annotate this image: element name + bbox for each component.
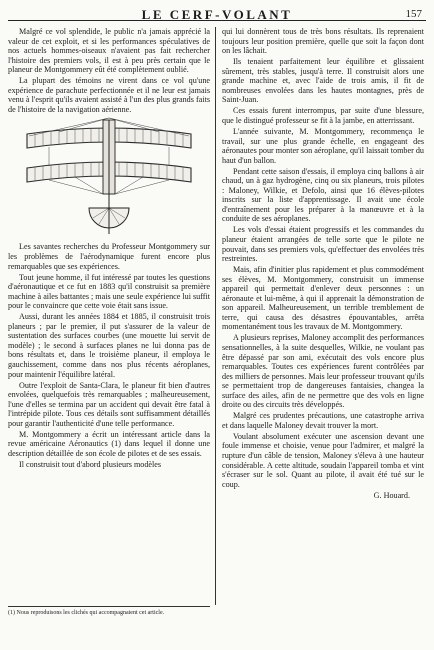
paragraph: Ces essais furent interrompus, par suite d'une blessure, que le distingué professeur se fit à la jambe, en atterrissant. [222,106,424,125]
author-signature: G. Houard. [373,490,410,500]
right-column [222,27,424,502]
paragraph: Malgré ces prudentes précautions, une catastrophe arriva et dans laquelle Maloney devait trouver la mort. [222,411,424,430]
paragraph: Les vols d'essai étaient progressifs et les commandes du planeur étaient arrangées de telle sorte que le pilote ne pouvait, dans ses premiers vols, qu'effectuer des envolées très restreintes. [222,225,424,264]
paragraph: qui lui donnèrent tous de très bons résultats. Ils reprenaient toujours leur position première, quelle que soit la façon dont on les lâchait. [222,27,424,56]
paragraph: Voulant absolument exécuter une ascension devant une foule immense et choisie, venue pour l'admirer, et malgré la rupture d'un câble de tension, Maloney s'éleva à une hauteur considérable. A cette altitude, soudain l'appareil tomba et vint s'écraser sur le sol. Quant au pilote, il avait été tué sur le coup. [222,431,424,489]
footnote: (1) Nous reproduisons les clichés qui accompagnaient cet article. [8,606,210,617]
paragraph: M. Montgommery a écrit un intéressant article dans la revue américaine Aéronautics (1) dans lequel il donne une description détaillée de son école de pilotes et de ses essais. [8,429,210,458]
paragraph: A plusieurs reprises, Maloney accomplit des performances sensationnelles, à la suite desquelles, Wilkie, ne voulant pas être dépassé par son ami, exécutait des vols encore plus remarquables. Toutes ces expériences furent contrôlées par des milliers de personnes. Mais leur professeur trouvant qu'ils se permettaient trop de dangereuses fantaisies, changea la surface des ailes, afin de ne permettre que des vols en ligne droite ou des circuits très développés. [222,333,424,410]
header-rule [8,20,426,21]
running-header [8,7,426,25]
paragraph: Ils tenaient parfaitement leur équilibre et glissaient sûrement, très stables, jusqu'à terre. Il construisit alors une grande machine et, avec l'aide de trois amis, il fit de nombreuses envolées dans les hautes montagnes, près de Saint-Juan. [222,57,424,105]
paragraph: Les savantes recherches du Professeur Montgommery sur les problèmes de l'aérodynamique furent encore plus remarquables que ses expériences. [8,242,210,271]
paragraph: La plupart des témoins ne virent dans ce vol qu'une expérience de parachute perfectionnée et il ne leur est jamais venu à l'esprit qu'ils avaient assisté à l'un des plus grands faits de l'histoire de la navigation aérienne. [8,76,210,114]
journal-title: LE CERF-VOLANT [141,7,293,22]
glider-illustration [19,116,199,238]
paragraph: Outre l'exploit de Santa-Clara, le planeur fit bien d'autres envolées, quelquefois très remarquables ; malheureusement, l'une d'elles se termina par un accident qui devait être fatal à l'intrépide pilote. Tous ces détails sont suffisamment détaillés pour garantir l'authenticité d'une telle performance. [8,380,210,428]
paragraph: Mais, afin d'initier plus rapidement et plus commodément ses élèves, M. Montgommery, construisit un immense appareil qui permettait d'enlever deux personnes : un aéronaute et lui-même, à qui il apprenait la démonstration de son appareil. Malheureusement, un terrible tremblement de terre, qui causa des désastres épouvantables, arrêta momentanément tous les travaux de M. Montgommery. [222,265,424,332]
paragraph: Aussi, durant les années 1884 et 1885, il construisit trois planeurs ; par le premier, il put s'assurer de la valeur de sustentation des surfaces courbes (une mouette lui servit de modèle) ; le second à surfaces planes ne lui donna pas de bons résultats et, dans le troisième planeur, il employa le gauchissement, comme dans nos plus récents aéroplanes, pour maintenir l'équilibre latéral. [8,312,210,379]
paragraph: Il construisit tout d'abord plusieurs modèles [19,459,162,469]
paragraph: Malgré ce vol splendide, le public n'a jamais apprécié la valeur de cet exploit, et si les performances spéculatives de nos actuels hommes-oiseaux n'avaient pas fait rechercher l'histoire des premiers vols, il est à peu près certain que le planeur de Montgommery eût été complètement oublié. [8,27,210,75]
paragraph: Pendant cette saison d'essais, il employa cinq ballons à air chaud, un à gaz hydrogène, cinq ou six planeurs, trois pilotes : Maloney, Wilkie, et Defolo, ainsi que 16 élèves-pilotes inscrits sur la liste d'apprentissage. Il avait une école d'entraînement pour les préparer à la manœuvre et à la conduite de ses aéroplanes. [222,166,424,224]
paragraph: L'année suivante, M. Montgommery, recommença le travail, sur une plus grande échelle, en engageant des aéronautes pour monter son aéroplane, qu'il laissait tomber du haut d'un ballon. [222,126,424,165]
page-number: 157 [405,8,422,20]
column-divider [215,27,216,605]
paragraph: Tout jeune homme, il fut intéressé par toutes les questions d'aéronautique et ce fut en 1883 qu'il construisit sa première machine à ailes battantes ; mais une seule expérience lui suffit pour le convaincre que cette voie était sans issue. [8,272,210,311]
left-column [8,27,210,471]
